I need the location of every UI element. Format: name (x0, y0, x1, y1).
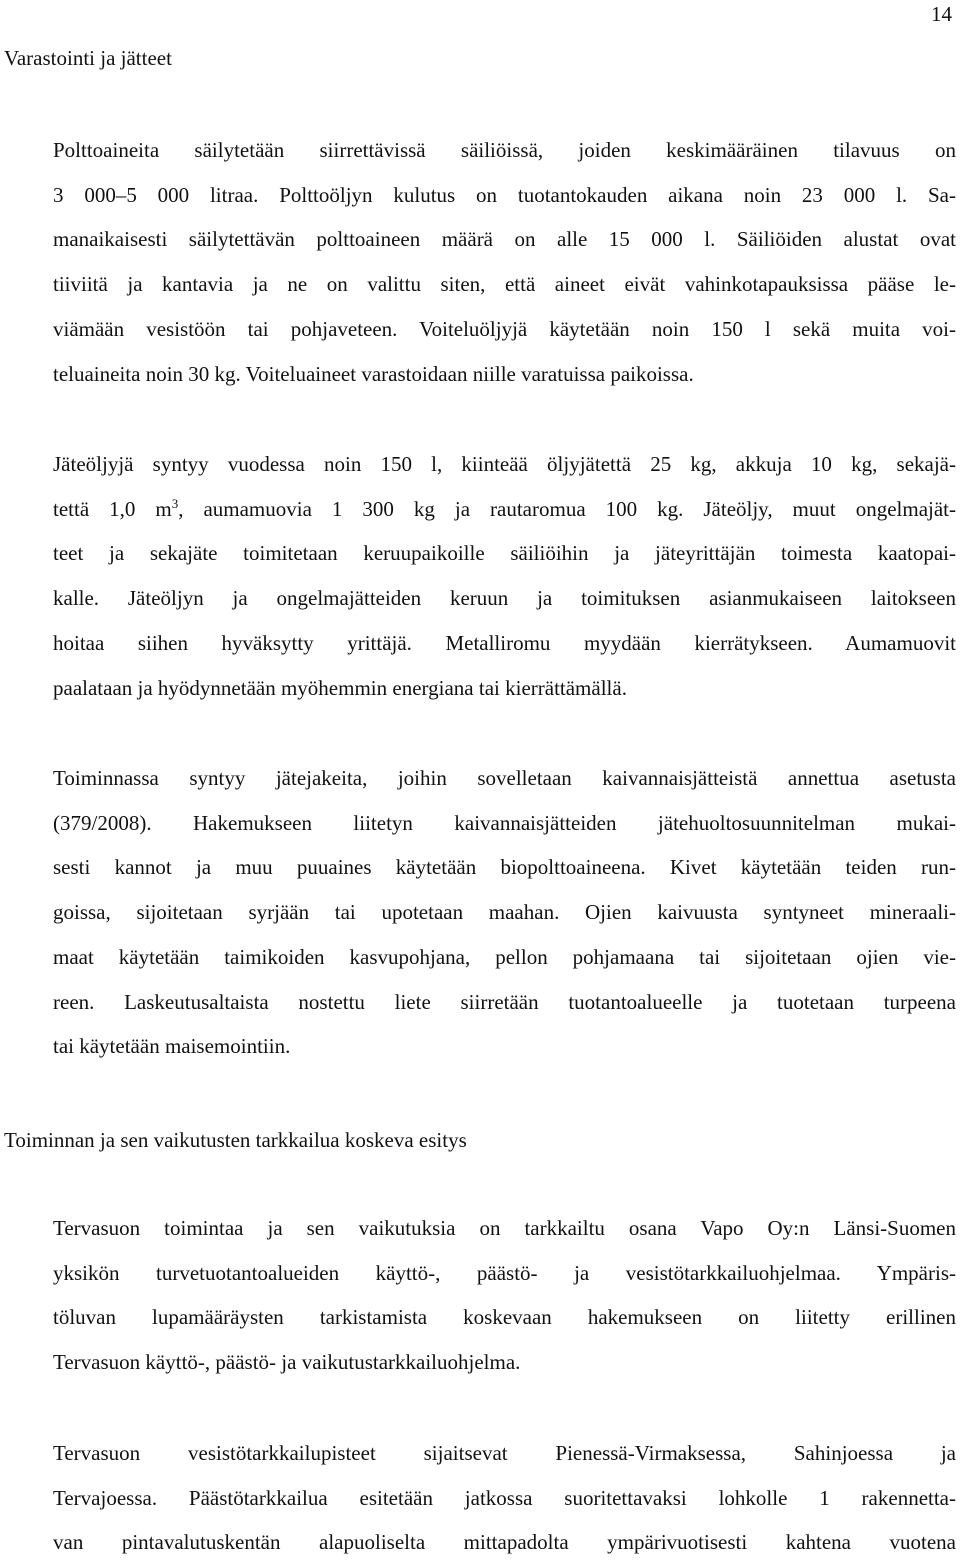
superscript-three: 3 (171, 495, 179, 511)
paragraph-waste-oils (53, 442, 956, 710)
text-line: Tervasuon käyttö-, päästö- ja vaikutustarkkailuohjelma. (53, 1350, 521, 1375)
text-line: Tervajoessa. Päästötarkkailua esitetään jatkossa suoritettavaksi lohkolle 1 rakennetta- (53, 1485, 956, 1510)
text-line: reen. Laskeutusaltaista nostettu liete siirretään tuotantoalueelle ja tuotetaan turpeena (53, 989, 956, 1014)
section-heading-monitoring: Toiminnan ja sen vaikutusten tarkkailua koskeva esitys (4, 1128, 467, 1152)
section-heading-storage-waste: Varastointi ja jätteet (4, 46, 172, 70)
text-line: tiiviitä ja kantavia ja ne on valittu siten, että aineet eivät vahinkotapauksissa pääse le- (53, 272, 956, 297)
text-line: yksikön turvetuotantoalueiden käyttö-, päästö- ja vesistötarkkailuohjelmaa. Ympäris- (53, 1260, 956, 1285)
text-line: Tervasuon vesistötarkkailupisteet sijaitsevat Pienessä-Virmaksessa, Sahinjoessa ja (53, 1441, 956, 1465)
text-line: viämään vesistöön tai pohjaveteen. Voiteluöljyjä käytetään noin 150 l sekä muita voi- (53, 316, 956, 341)
text-line: sesti kannot ja muu puuaines käytetään biopolttoaineena. Kivet käytetään teiden run- (53, 855, 956, 880)
paragraph-extractive-waste (53, 756, 956, 1069)
text-line: (379/2008). Hakemukseen liitetyn kaivannaisjätteiden jätehuoltosuunnitelman mukai- (53, 810, 956, 835)
text-line: 3 000–5 000 litraa. Polttoöljyn kulutus on tuotantokauden aikana noin 23 000 l. Sa- (53, 182, 956, 207)
text-line: goissa, sijoitetaan syrjään tai upotetaan maahan. Ojien kaivuusta syntyneet mineraali- (53, 900, 956, 925)
paragraph-monitoring-points (53, 1431, 956, 1565)
text-line: tai käytetään maisemointiin. (53, 1034, 291, 1059)
text-line: kalle. Jäteöljyn ja ongelmajätteiden keruun ja toimituksen asianmukaiseen laitokseen (53, 586, 956, 611)
text-line: maat käytetään taimikoiden kasvupohjana, pellon pohjamaana tai sijoitetaan ojien vie- (53, 944, 956, 969)
paragraph-monitoring-programme (53, 1206, 956, 1385)
text-line: manaikaisesti säilytettävän polttoaineen määrä on alle 15 000 l. Säiliöiden alustat ovat (53, 227, 956, 252)
text-line: hoitaa siihen hyväksytty yrittäjä. Metalliromu myydään kierrätykseen. Aumamuovit (53, 630, 956, 655)
text-line: Polttoaineita säilytetään siirrettävissä säiliöissä, joiden keskimääräinen tilavuus on (53, 138, 956, 162)
text-line: teluaineita noin 30 kg. Voiteluaineet varastoidaan niille varatuissa paikoissa. (53, 361, 694, 386)
text-segment: tettä 1,0 m (53, 496, 172, 521)
page-number: 14 (931, 2, 952, 26)
text-segment: , aumamuovia 1 300 kg ja rautaromua 100 kg. Jäteöljy, muut ongelmajät- (178, 496, 957, 521)
paragraph-fuels (53, 128, 956, 396)
text-line: paalataan ja hyödynnetään myöhemmin energiana tai kierrättämällä. (53, 675, 627, 700)
text-line: Jäteöljyjä syntyy vuodessa noin 150 l, kiinteää öljyjätettä 25 kg, akkuja 10 kg, sekajä- (53, 452, 956, 476)
text-line: van pintavalutuskentän alapuoliselta mittapadolta ympärivuotisesti kahtena vuotena (53, 1530, 956, 1555)
text-line-with-superscript (53, 487, 956, 532)
text-line: Tervasuon toimintaa ja sen vaikutuksia on tarkkailtu osana Vapo Oy:n Länsi-Suomen (53, 1216, 956, 1240)
text-line: teet ja sekajäte toimitetaan keruupaikoille säiliöihin ja jäteyrittäjän toimesta kaatopai- (53, 541, 956, 566)
text-line: töluvan lupamääräysten tarkistamista koskevaan hakemukseen on liitetty erillinen (53, 1305, 956, 1330)
text-line: Toiminnassa syntyy jätejakeita, joihin sovelletaan kaivannaisjätteistä annettua asetusta (53, 766, 956, 790)
